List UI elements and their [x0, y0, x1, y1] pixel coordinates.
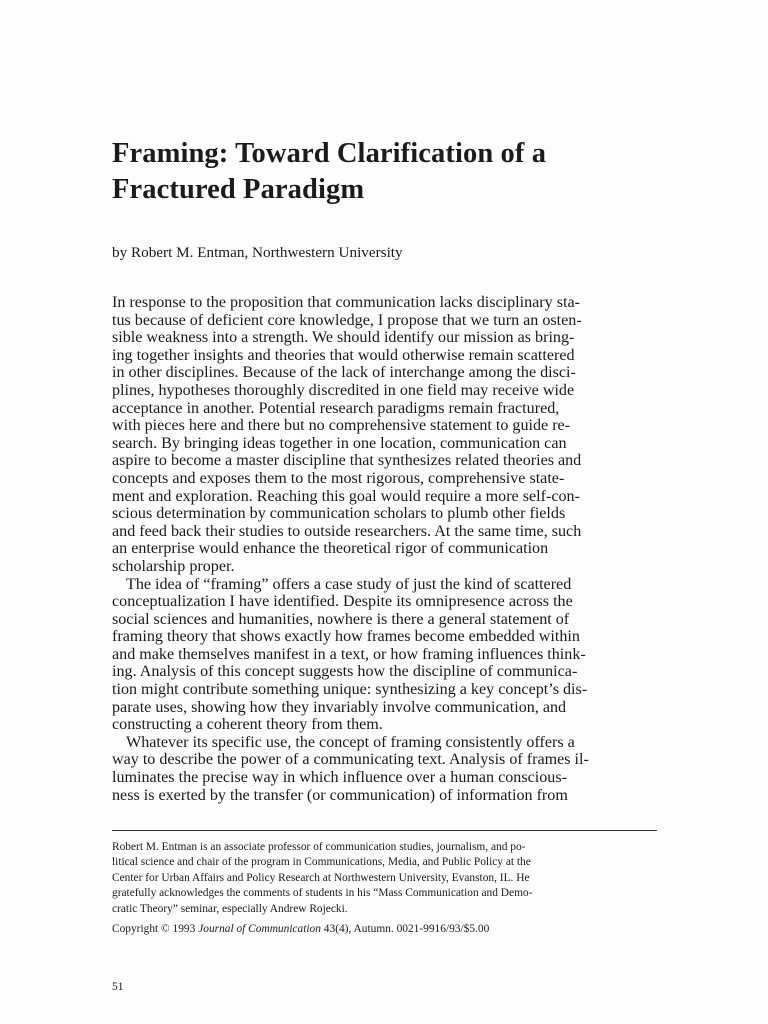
body-line: ness is exerted by the transfer (or communication) of information from [112, 786, 568, 804]
body-line: The idea of “framing” offers a case study of just the kind of scattered [126, 575, 572, 593]
body-line: acceptance in another. Potential research paradigms remain fractured, [112, 399, 560, 417]
body-line: constructing a coherent theory from them. [112, 716, 383, 734]
body-line: parate uses, showing how they invariably involve communication, and [112, 698, 567, 716]
copyright-prefix: Copyright © 1993 [112, 923, 199, 935]
paragraph-3 [112, 734, 672, 804]
body-line: tion might contribute something unique: synthesizing a key concept’s dis- [112, 681, 588, 699]
paragraph-1 [112, 294, 672, 576]
body-line: scholarship proper. [112, 557, 235, 575]
body-line: conceptualization I have identified. Despite its omnipresence across the [112, 593, 573, 611]
body-line: framing theory that shows exactly how frames become embedded within [112, 628, 580, 646]
body-line: ment and exploration. Reaching this goal would require a more self-con- [112, 487, 580, 505]
footnote-line: Center for Urban Affairs and Policy Research at Northwestern University, Evanston, IL. He [112, 871, 530, 884]
copyright-suffix: 43(4), Autumn. 0021-9916/93/$5.00 [320, 923, 490, 935]
body-line: concepts and exposes them to the most rigorous, comprehensive state- [112, 469, 565, 487]
body-line: social sciences and humanities, nowhere is there a general statement of [112, 610, 570, 628]
body-line: luminates the precise way in which influence over a human conscious- [112, 769, 567, 787]
journal-name: Journal of Communication [198, 923, 321, 935]
body-line: ing together insights and theories that would otherwise remain scattered [112, 346, 575, 364]
body-line: In response to the proposition that communication lacks disciplinary sta- [112, 294, 580, 311]
page-number: 51 [112, 981, 124, 993]
footnote-line: cratic Theory” seminar, especially Andrew Rojecki. [112, 902, 348, 915]
body-line: tus because of deficient core knowledge, I propose that we turn an osten- [112, 311, 582, 329]
body-line: way to describe the power of a communicating text. Analysis of frames il- [112, 751, 589, 769]
article-title-line-2: Fractured Paradigm [112, 174, 365, 205]
body-line: plines, hypotheses thoroughly discredited in one field may receive wide [112, 381, 575, 399]
footnote-line: gratefully acknowledges the comments of students in his “Mass Communication and Demo- [112, 887, 533, 900]
body-line: scious determination by communication scholars to plumb other fields [112, 505, 566, 523]
body-line: Whatever its specific use, the concept of framing consistently offers a [126, 733, 575, 751]
article-title [112, 136, 672, 208]
body-line: in other disciplines. Because of the lack of interchange among the disci- [112, 364, 576, 382]
footnote-line: Robert M. Entman is an associate professor of communication studies, journalism, and po- [112, 841, 526, 853]
body-line: and feed back their studies to outside researchers. At the same time, such [112, 522, 582, 540]
body-line: aspire to become a master discipline that synthesizes related theories and [112, 452, 582, 470]
article-body [112, 294, 672, 804]
footnote-divider [112, 830, 657, 831]
body-line: ing. Analysis of this concept suggests how the discipline of communica- [112, 663, 578, 681]
body-line: sible weakness into a strength. We should identify our mission as bring- [112, 329, 575, 347]
paragraph-2 [112, 576, 672, 734]
body-line: an enterprise would enhance the theoretical rigor of communication [112, 540, 549, 558]
body-line: search. By bringing ideas together in one location, communication can [112, 434, 567, 452]
copyright-line [112, 921, 489, 937]
author-byline: by Robert M. Entman, Northwestern University [112, 244, 403, 261]
author-footnote [112, 840, 672, 917]
article-title-line-1: Framing: Toward Clarification of a [112, 138, 547, 169]
body-line: and make themselves manifest in a text, or how framing influences think- [112, 645, 586, 663]
footnote-line: litical science and chair of the program in Communications, Media, and Public Policy at the [112, 856, 531, 869]
body-line: with pieces here and there but no comprehensive statement to guide re- [112, 417, 571, 435]
